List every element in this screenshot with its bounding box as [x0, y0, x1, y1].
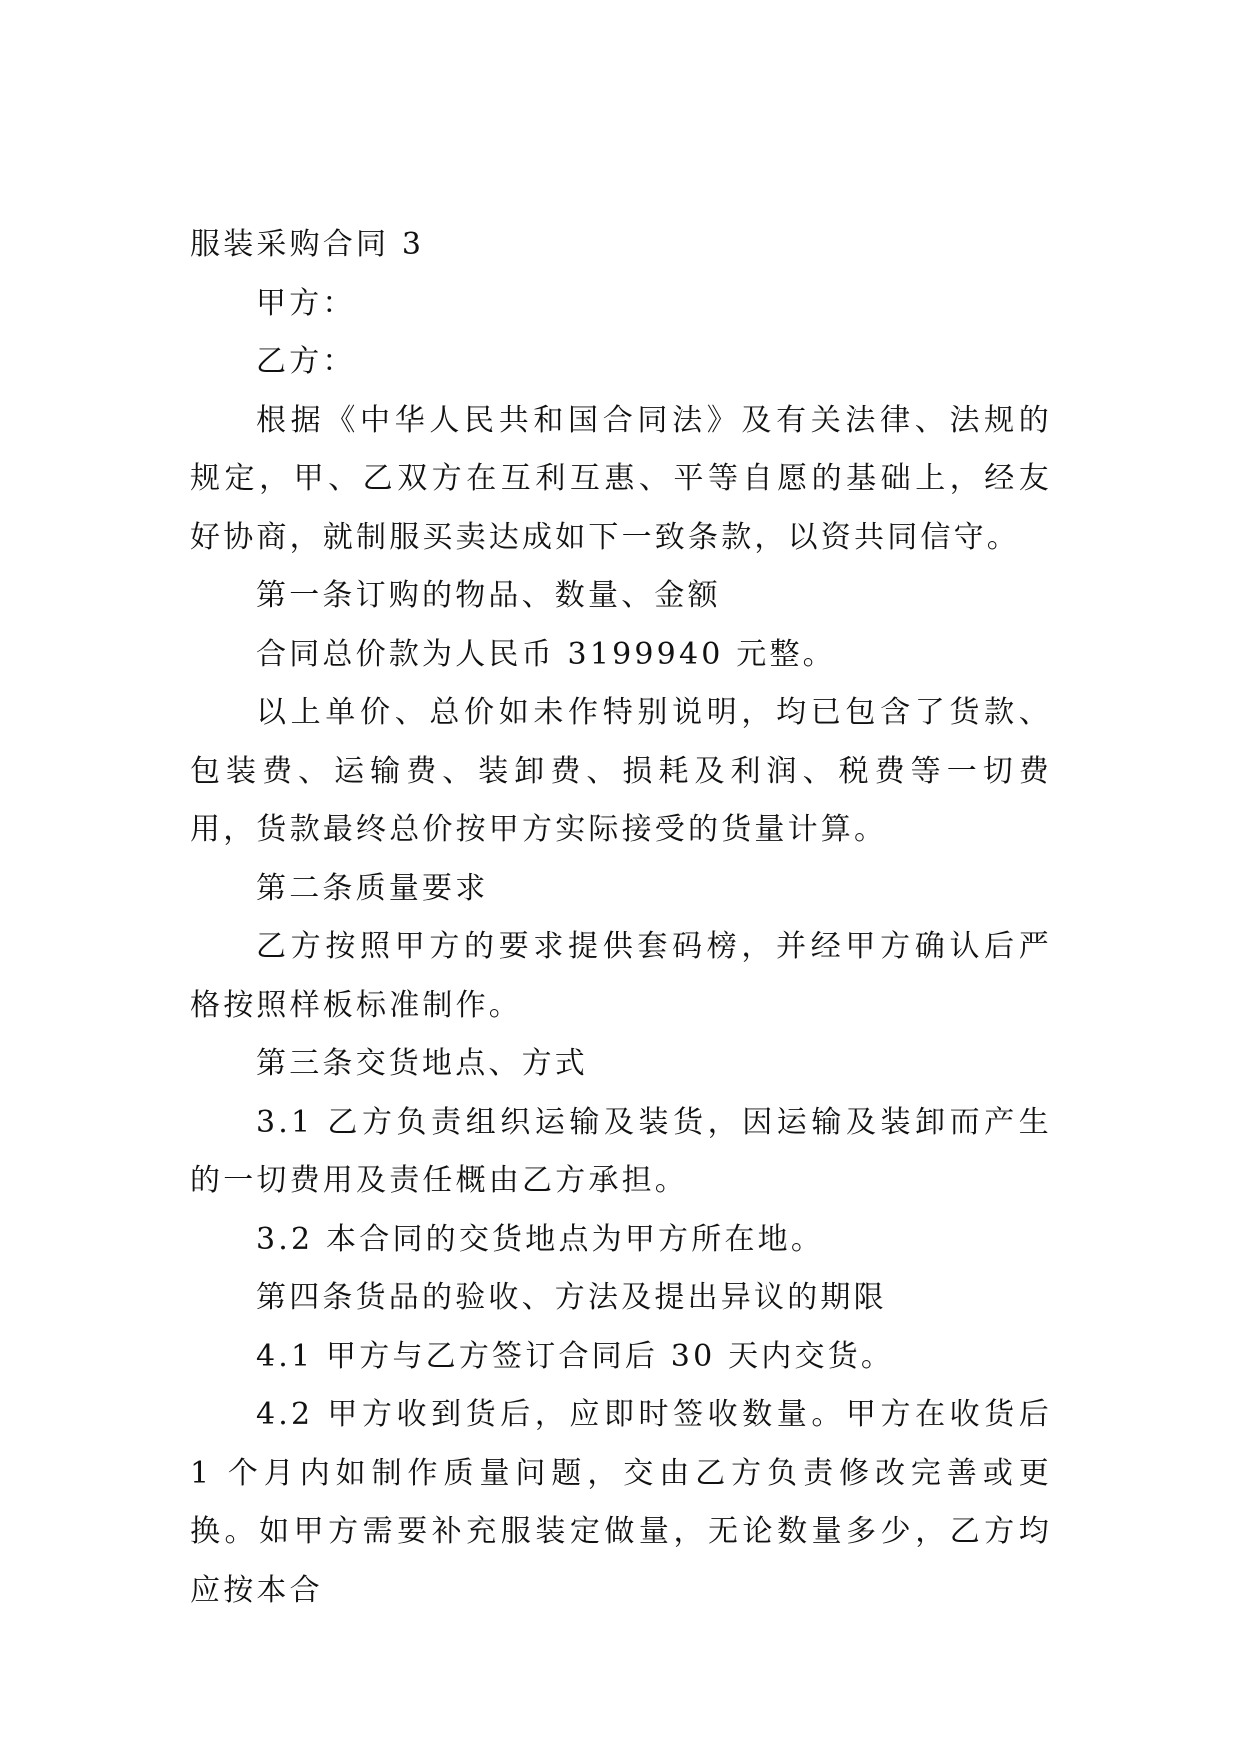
- article-3-heading: 第三条交货地点、方式: [256, 1046, 588, 1081]
- clause-3-2: 3.2 本合同的交货地点为甲方所在地。: [256, 1221, 825, 1257]
- total-price-paragraph: 合同总价款为人民币 3199940 元整。: [256, 636, 836, 672]
- party-a-line: 甲方：: [256, 285, 356, 321]
- article-1-heading: 第一条订购的物品、数量、金额: [256, 578, 721, 613]
- clause-3-1: 3.1 乙方负责组织运输及装货，因运输及装卸而产生的一切费用及责任概由乙方承担。: [190, 1104, 1052, 1198]
- article-2-heading: 第二条质量要求: [256, 870, 489, 906]
- preamble-paragraph: 根据《中华人民共和国合同法》及有关法律、法规的规定，甲、乙双方在互利互惠、平等自愿的基础上，经友好协商，就制服买卖达成如下一致条款，以资共同信守。: [190, 402, 1052, 555]
- article-4-heading: 第四条货品的验收、方法及提出异议的期限: [256, 1280, 887, 1315]
- price-inclusion-paragraph: 以上单价、总价如未作特别说明，均已包含了货款、包装费、运输费、装卸费、损耗及利润、税费等一切费用，货款最终总价按甲方实际接受的货量计算。: [190, 695, 1052, 847]
- clause-4-1: 4.1 甲方与乙方签订合同后 30 天内交货。: [256, 1338, 895, 1374]
- document-body: [190, 216, 1052, 1620]
- document-title: 服装采购合同 3: [190, 227, 425, 262]
- quality-paragraph: 乙方按照甲方的要求提供套码榜，并经甲方确认后严格按照样板标准制作。: [190, 929, 1052, 1023]
- party-b-line: 乙方：: [256, 344, 356, 379]
- clause-4-2: 4.2 甲方收到货后，应即时签收数量。甲方在收货后 1 个月内如制作质量问题，交由乙方负责修改完善或更换。如甲方需要补充服装定做量，无论数量多少，乙方均应按本合: [190, 1397, 1052, 1608]
